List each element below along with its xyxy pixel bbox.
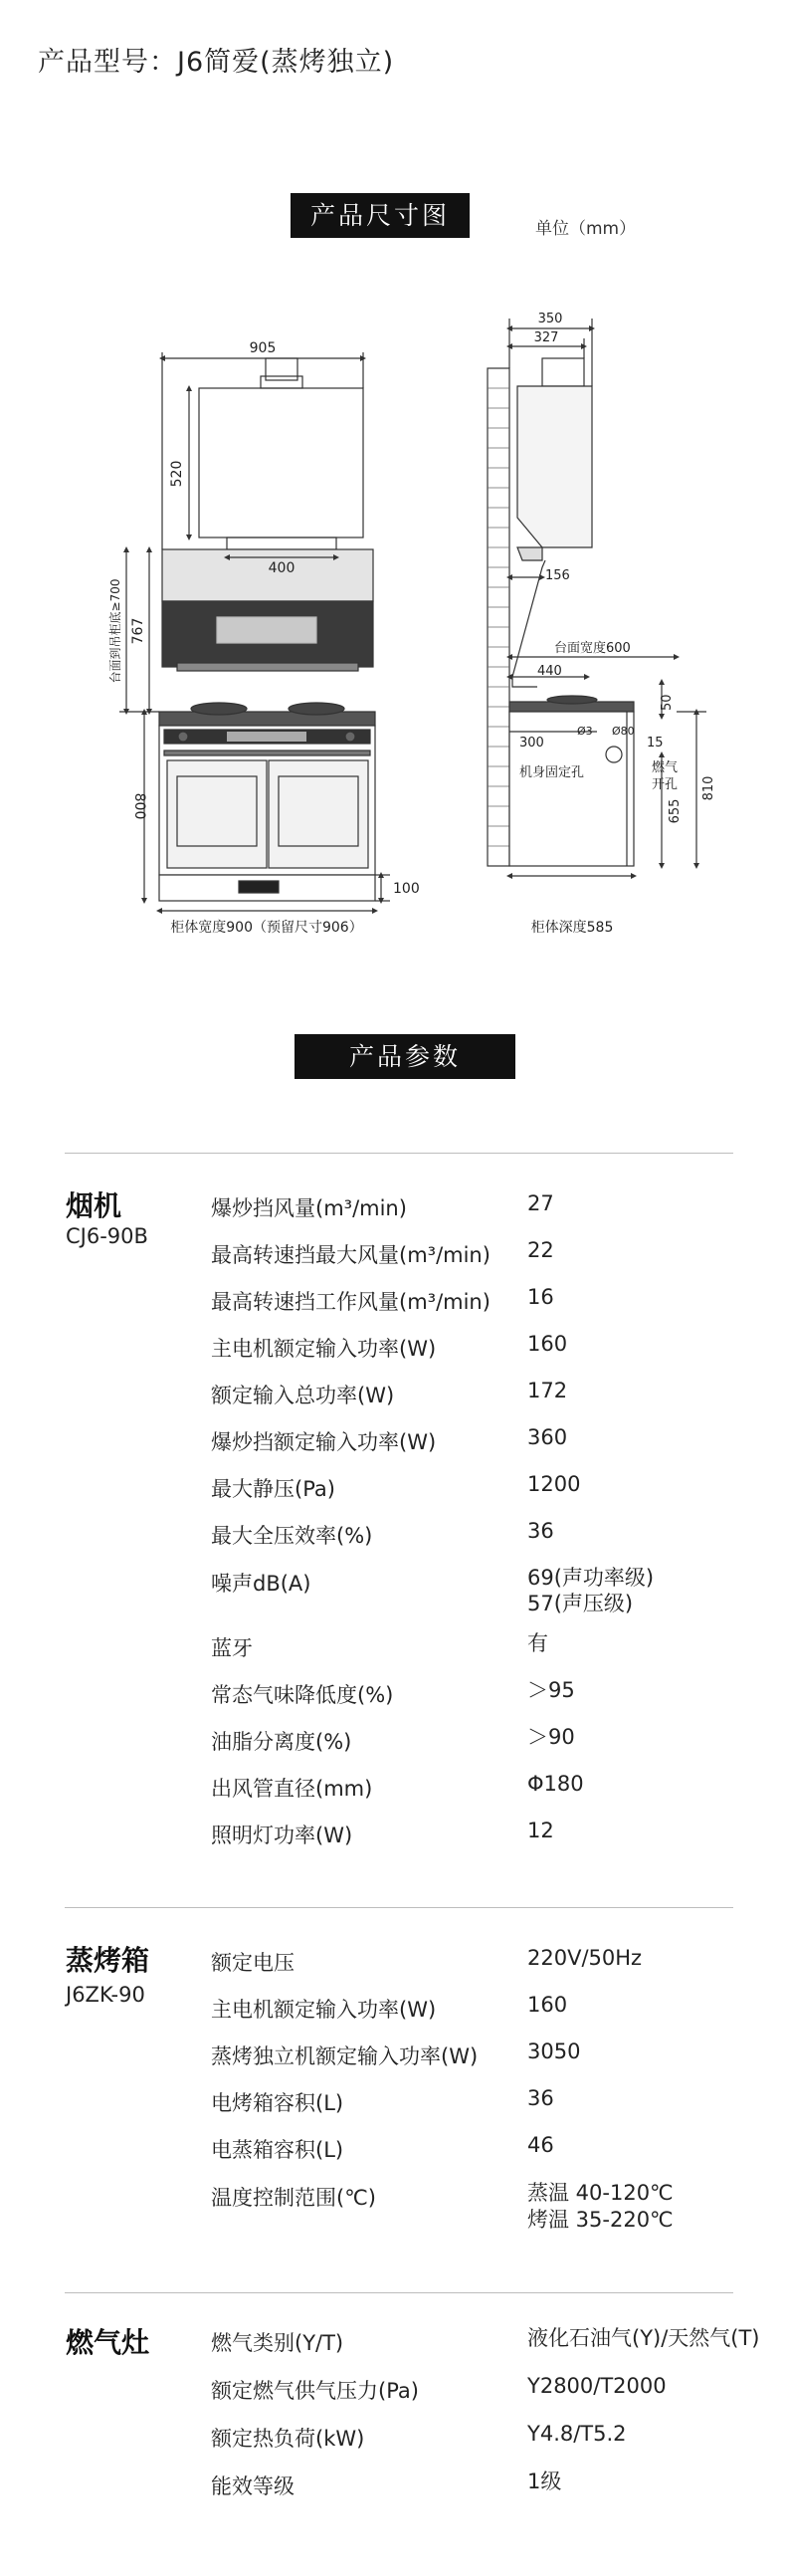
dim-350: 350 (537, 312, 563, 326)
param-value: 1级 (527, 2469, 562, 2493)
dim-400: 400 (268, 560, 295, 576)
fix-hole-label: 机身固定孔 (519, 765, 585, 780)
dim-phi80: Ø80 (612, 725, 635, 738)
param-value: 12 (527, 1819, 554, 1842)
dim-520: 520 (169, 460, 185, 488)
param-label: 燃气类别(Y/T) (211, 2331, 344, 2355)
param-label: 油脂分离度(%) (211, 1730, 352, 1754)
param-label: 电烤箱容积(L) (211, 2091, 344, 2115)
param-label: 额定输入总功率(W) (211, 1384, 395, 1407)
dim-810: 810 (701, 775, 716, 801)
group-model-oven: J6ZK-90 (66, 1983, 145, 2007)
param-value-secondary: 57(声压级) (527, 1592, 634, 1615)
divider (65, 1907, 733, 1908)
dimension-banner: 产品尺寸图 (291, 193, 470, 238)
param-label: 照明灯功率(W) (211, 1824, 353, 1847)
dim-800: 800 (131, 792, 147, 820)
param-label: 温度控制范围(℃) (211, 2186, 376, 2210)
param-label: 最大静压(Pa) (211, 1477, 335, 1501)
param-value: 3050 (527, 2039, 581, 2063)
param-label: 额定热负荷(kW) (211, 2427, 365, 2451)
dim-156: 156 (545, 568, 570, 583)
param-value: 16 (527, 1285, 554, 1309)
gas-hole-label-2: 开孔 (652, 777, 679, 792)
param-value: Y2800/T2000 (527, 2374, 667, 2398)
param-value: 36 (527, 2086, 554, 2110)
param-value: 69(声功率级) (527, 1566, 655, 1590)
dim-100: 100 (393, 881, 420, 897)
dim-hood-clearance: 台面到吊柜底≥700 (108, 578, 122, 684)
param-label: 能效等级 (211, 2474, 295, 2498)
param-value: 22 (527, 1238, 554, 1262)
param-value: 360 (527, 1425, 568, 1449)
param-value: Y4.8/T5.2 (527, 2422, 627, 2446)
group-name-oven: 蒸烤箱 (66, 1944, 150, 1977)
dim-cabinet-depth: 柜体深度585 (530, 920, 614, 936)
param-value: 蒸温 40-120℃ (527, 2181, 674, 2205)
param-value: 液化石油气(Y)/天然气(T) (527, 2326, 760, 2350)
param-label: 常态气味降低度(%) (211, 1683, 394, 1707)
product-model-title: 产品型号：J6简爱(蒸烤独立) (38, 47, 395, 78)
params-banner: 产品参数 (295, 1034, 515, 1079)
unit-label: 单位（mm） (535, 219, 637, 239)
param-label: 最大全压效率(%) (211, 1524, 373, 1548)
dimension-drawing (0, 279, 787, 975)
param-value: 160 (527, 1332, 568, 1356)
param-value: 36 (527, 1519, 554, 1543)
group-name-stove: 燃气灶 (66, 2326, 150, 2359)
dim-767: 767 (130, 617, 146, 645)
param-label: 噪声dB(A) (211, 1572, 311, 1596)
param-label: 电蒸箱容积(L) (211, 2138, 344, 2162)
front-view (119, 352, 390, 911)
dim-cabinet-width: 柜体宽度900（预留尺寸906） (170, 920, 363, 936)
dim-905: 905 (249, 340, 277, 356)
param-label: 蓝牙 (211, 1636, 253, 1660)
dim-50: 50 (660, 694, 675, 711)
dim-327: 327 (533, 330, 559, 345)
gas-hole-label-1: 燃气 (652, 760, 679, 775)
param-value: 27 (527, 1191, 554, 1215)
param-label: 最高转速挡工作风量(m³/min) (211, 1290, 491, 1314)
dim-15: 15 (647, 736, 664, 751)
param-value: 1200 (527, 1472, 581, 1496)
param-label: 主电机额定输入功率(W) (211, 1998, 437, 2022)
divider (65, 2292, 733, 2293)
param-label: 额定燃气供气压力(Pa) (211, 2379, 419, 2403)
group-model-hood: CJ6-90B (66, 1224, 148, 1248)
dim-440: 440 (537, 664, 562, 679)
dim-655: 655 (668, 798, 683, 824)
param-value: 160 (527, 1993, 568, 2017)
dim-300: 300 (519, 736, 544, 751)
param-label: 最高转速挡最大风量(m³/min) (211, 1243, 491, 1267)
param-value: ＞95 (527, 1678, 575, 1702)
param-label: 爆炒挡风量(m³/min) (211, 1196, 407, 1220)
param-label: 蒸烤独立机额定输入功率(W) (211, 2044, 479, 2068)
dim-counter-width: 台面宽度600 (554, 641, 631, 656)
param-label: 主电机额定输入功率(W) (211, 1337, 437, 1361)
param-label: 爆炒挡额定输入功率(W) (211, 1430, 437, 1454)
param-value-secondary: 烤温 35-220℃ (527, 2208, 674, 2232)
param-value: 172 (527, 1379, 568, 1402)
param-value: 有 (527, 1631, 548, 1655)
param-value: 220V/50Hz (527, 1946, 643, 1970)
side-view (488, 319, 706, 876)
param-label: 额定电压 (211, 1951, 295, 1975)
group-name-hood: 烟机 (66, 1189, 122, 1222)
divider (65, 1153, 733, 1154)
param-label: 出风管直径(mm) (211, 1777, 373, 1801)
dim-phi3: Ø3 (577, 725, 593, 738)
param-value: ＞90 (527, 1725, 575, 1749)
param-value: Φ180 (527, 1772, 584, 1796)
param-value: 46 (527, 2133, 554, 2157)
